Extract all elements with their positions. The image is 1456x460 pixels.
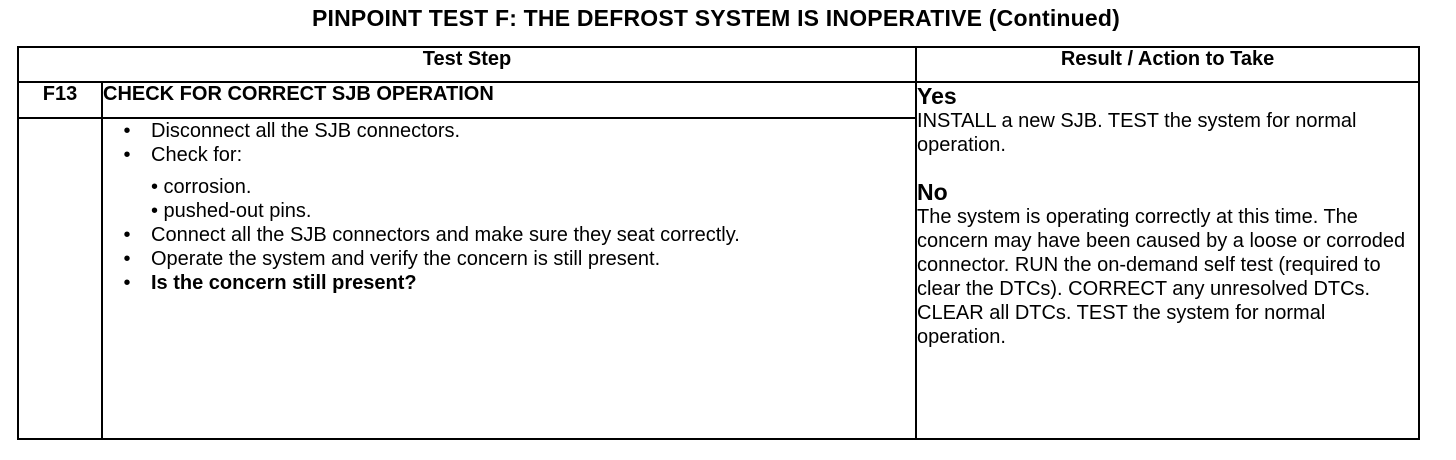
list-item	[117, 271, 915, 295]
list-item	[117, 119, 915, 143]
bullet-icon: •	[123, 248, 131, 270]
list-item	[117, 223, 915, 247]
sub-list-item: • corrosion.	[151, 176, 252, 198]
list-item	[117, 247, 915, 271]
bullet-icon: •	[123, 144, 131, 166]
result-action-header: Result / Action to Take	[916, 47, 1419, 82]
list-item-text: Check for:	[151, 144, 243, 166]
pinpoint-test-table	[17, 46, 1420, 440]
bullet-icon: •	[123, 224, 131, 246]
result-cell	[916, 82, 1419, 439]
page-title: PINPOINT TEST F: THE DEFROST SYSTEM IS INOPERATIVE (Continued)	[311, 5, 1121, 31]
sub-bullet-list	[151, 175, 915, 223]
bullet-icon: •	[123, 120, 131, 142]
result-no-label: No	[917, 179, 948, 205]
list-item-question: Is the concern still present?	[151, 272, 417, 294]
sub-list-item: • pushed-out pins.	[151, 200, 312, 222]
bullet-icon: •	[123, 272, 131, 294]
list-item-text: Disconnect all the SJB connectors.	[151, 120, 461, 142]
step-title: CHECK FOR CORRECT SJB OPERATION	[102, 82, 916, 118]
result-yes-label: Yes	[917, 83, 957, 109]
step-number: F13	[18, 82, 102, 118]
list-item-text: Connect all the SJB connectors and make sure they seat correctly.	[151, 224, 740, 246]
test-step-header: Test Step	[18, 47, 916, 82]
list-item-text: Operate the system and verify the concern is still present.	[151, 248, 661, 270]
step-body	[102, 118, 916, 439]
result-yes-text: INSTALL a new SJB. TEST the system for normal operation.	[917, 110, 1357, 156]
step-bullet-list	[103, 119, 915, 295]
list-item	[117, 143, 915, 223]
result-no-text: The system is operating correctly at this time. The concern may have been caused by a loose or corroded connector. RUN the on-demand self test (required to clear the DTCs). CORRECT any unresolved DTCs. CLEAR all DTCs. TEST the system for normal operation.	[917, 206, 1406, 348]
step-number-blank	[18, 118, 102, 439]
